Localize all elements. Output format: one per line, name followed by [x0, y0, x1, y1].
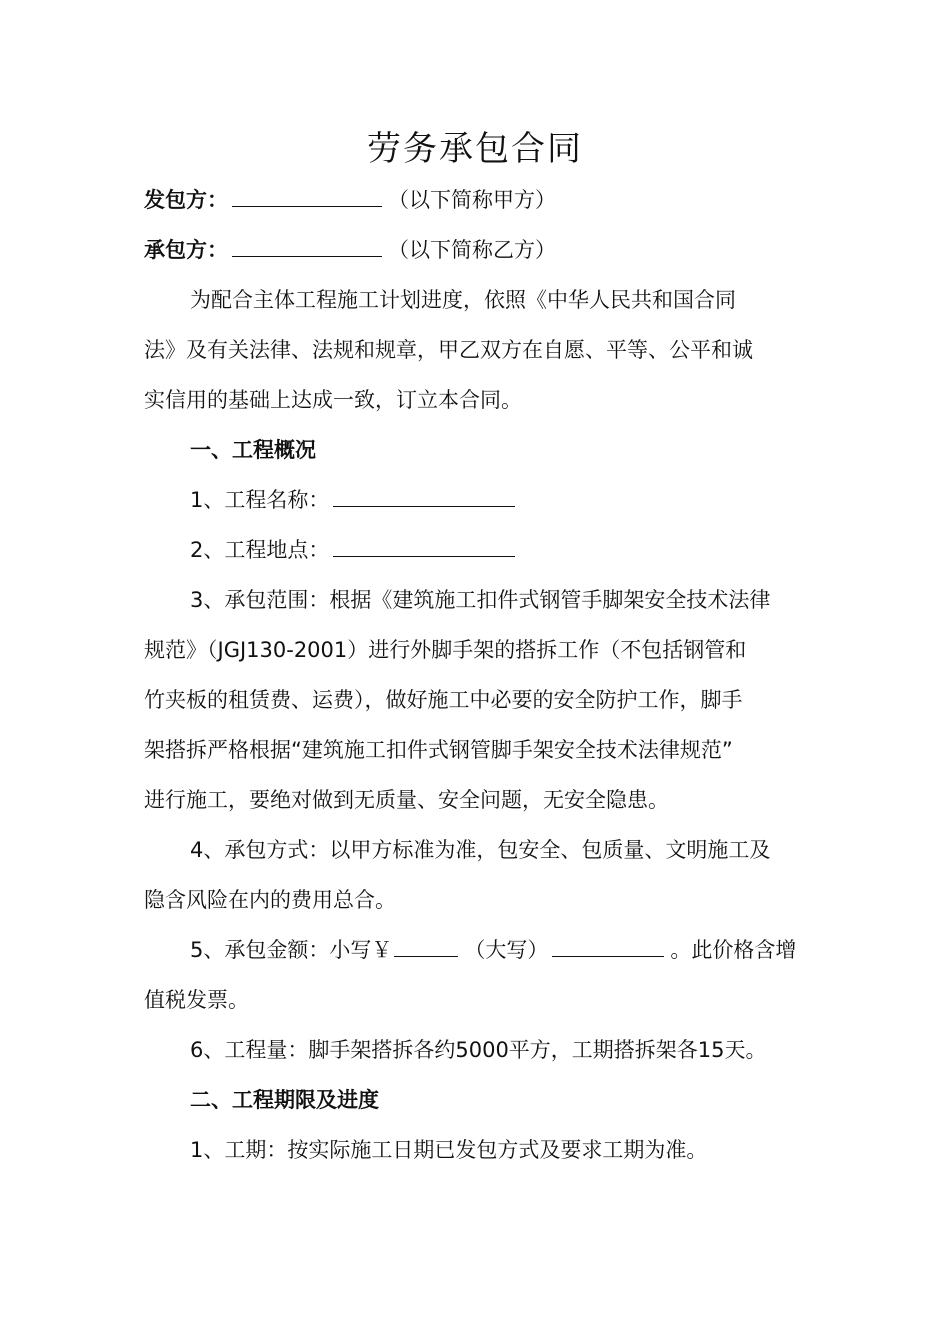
project-name-blank	[333, 486, 515, 507]
intro-line: 为配合主体工程施工计划进度，依照《中华人民共和国合同	[190, 288, 736, 312]
employer-label: 发包方：	[144, 188, 228, 212]
page-title: 劳务承包合同	[367, 129, 583, 169]
project-name-line	[190, 480, 830, 520]
amount-suffix: 。此价格含增	[670, 938, 797, 962]
scope-line: 3、承包范围：根据《建筑施工扣件式钢管手脚架安全技术法律	[190, 588, 771, 612]
method-line: 4、承包方式：以甲方标准为准，包安全、包质量、文明施工及	[190, 838, 771, 862]
project-location-line	[190, 530, 830, 570]
intro-line: 法》及有关法律、法规和规章，甲乙双方在自愿、平等、公平和诚	[144, 338, 753, 362]
scope-line: 进行施工，要绝对做到无质量、安全问题，无安全隐患。	[144, 788, 669, 812]
project-name-label: 1、工程名称：	[190, 488, 330, 512]
scope-line: 规范》（JGJ130-2001）进行外脚手架的搭拆工作（不包括钢管和	[144, 638, 747, 662]
amount-prefix: 5、承包金额：小写￥	[190, 938, 393, 962]
amount-middle: （大写）	[464, 938, 549, 962]
amount-capital-blank	[552, 936, 664, 957]
amount-line	[190, 930, 830, 970]
quantity-line: 6、工程量：脚手架搭拆各约5000平方，工期搭拆架各15天。	[190, 1038, 767, 1062]
intro-line: 实信用的基础上达成一致，订立本合同。	[144, 388, 522, 412]
contractor-line	[144, 230, 824, 270]
scope-line: 架搭拆严格根据“建筑施工扣件式钢管脚手架安全技术法律规范”	[144, 738, 733, 762]
employer-blank	[232, 186, 382, 207]
section-heading: 二、工程期限及进度	[190, 1088, 379, 1112]
contractor-label: 承包方：	[144, 238, 228, 262]
method-line: 隐含风险在内的费用总合。	[144, 888, 396, 912]
scope-line: 竹夹板的租赁费、运费），做好施工中必要的安全防护工作，脚手	[144, 688, 743, 712]
duration-line: 1、工期：按实际施工日期已发包方式及要求工期为准。	[190, 1138, 708, 1162]
contractor-suffix: （以下简称乙方）	[388, 238, 556, 262]
amount-small-blank	[394, 936, 458, 957]
project-location-label: 2、工程地点：	[190, 538, 330, 562]
project-location-blank	[333, 536, 515, 557]
employer-suffix: （以下简称甲方）	[388, 188, 556, 212]
section-heading: 一、工程概况	[190, 438, 316, 462]
employer-line	[144, 180, 824, 220]
contractor-blank	[232, 236, 382, 257]
amount-line-2: 值税发票。	[144, 988, 249, 1012]
